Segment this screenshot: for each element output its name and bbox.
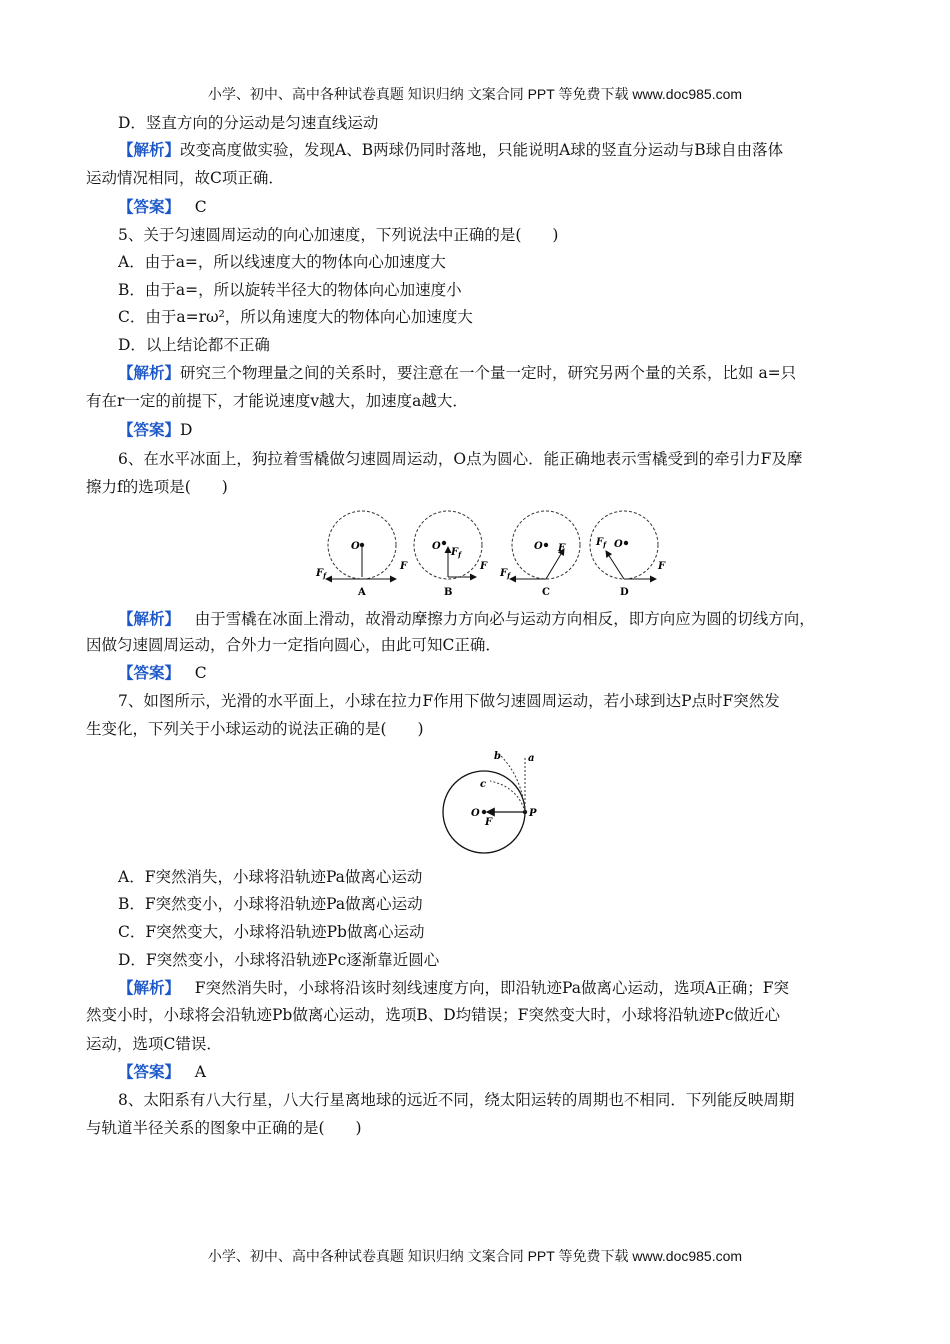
page-header: 小学、初中、高中各种试卷真题 知识归纳 文案合同 PPT 等免费下载 www.doc985.com [207, 86, 743, 102]
q6-stem-2: 擦力f的选项是( ) [86, 478, 228, 496]
svg-text:O: O [534, 541, 543, 552]
analysis-label: 【解析】 [118, 363, 181, 382]
answer-label: 【答案】 [118, 663, 181, 682]
svg-text:O: O [471, 808, 480, 819]
svg-text:O: O [614, 539, 623, 550]
q7-stem-1: 7、如图所示，光滑的水平面上，小球在拉力F作用下做匀速圆周运动，若小球到达P点时F突然发 [118, 692, 780, 710]
svg-text:F: F [485, 817, 493, 828]
q7-option-b: B．F突然变小，小球将沿轨迹Pa做离心运动 [118, 895, 423, 913]
svg-text:F: F [658, 561, 666, 572]
q5-option-c: C．由于a=rω²，所以角速度大的物体向心加速度大 [118, 308, 473, 326]
option-a-diagram [315, 511, 408, 580]
q6-figure [310, 505, 670, 601]
q4-analysis-row1 [118, 139, 783, 161]
answer-label: 【答案】 [118, 197, 181, 216]
svg-text:c: c [480, 779, 487, 790]
analysis-label: 【解析】 [118, 609, 181, 628]
q7-figure [440, 745, 550, 857]
q7-analysis-text3: 运动，选项C错误． [86, 1035, 222, 1053]
answer-label: 【答案】 [118, 1062, 181, 1081]
q7-option-d: D．F突然变小，小球将沿轨迹Pc逐渐靠近圆心 [118, 951, 440, 969]
q8-stem-1: 8、太阳系有八大行星，八大行星离地球的远近不同，绕太阳运转的周期也不相同．下列能反映周期 [118, 1091, 795, 1109]
q4-answer: C [194, 198, 207, 216]
q5-option-d: D．以上结论都不正确 [118, 336, 270, 354]
svg-text:F: F [480, 561, 488, 572]
q6-stem-1: 6、在水平冰面上，狗拉着雪橇做匀速圆周运动，O点为圆心．能正确地表示雪橇受到的牵引力F及摩 [118, 450, 803, 468]
q5-answer-row [118, 419, 192, 441]
svg-text:O: O [351, 541, 360, 552]
analysis-label: 【解析】 [118, 140, 181, 159]
q7-answer: A [194, 1063, 206, 1081]
q7-analysis-row1 [118, 977, 789, 999]
svg-text:Ff: $F_f$ [500, 568, 511, 580]
q6-analysis-text1: 由于雪橇在冰面上滑动，故滑动摩擦力方向必与运动方向相反，即方向应为圆的切线方向， [194, 610, 815, 628]
q6-answer-row [118, 662, 207, 684]
q8-stem-2: 与轨道半径关系的图象中正确的是( ) [86, 1119, 362, 1137]
q5-analysis-text1: 研究三个物理量之间的关系时，要注意在一个量一定时，研究另两个量的关系，比如 a=只 [180, 364, 797, 382]
analysis-label: 【解析】 [118, 978, 181, 997]
svg-text:Ff: $F_f$ [451, 547, 462, 559]
q6-analysis-text2: 因做匀速圆周运动，合外力一定指向圆心，由此可知C正确． [86, 636, 501, 654]
q6-fig-letter-c: C [542, 587, 550, 598]
svg-text:F: F [400, 561, 408, 572]
option-c-diagram [499, 511, 580, 580]
q7-answer-row [118, 1061, 206, 1083]
q7-analysis-text2: 然变小时，小球将会沿轨迹Pb做离心运动，选项B、D均错误；F突然变大时，小球将沿轨迹Pc做近心 [86, 1006, 781, 1024]
option-b-diagram [414, 511, 488, 579]
q5-analysis-text2: 有在r一定的前提下，才能说速度v越大，加速度a越大． [86, 392, 468, 410]
q5-answer: D [180, 421, 193, 439]
svg-text:Ff: $F_f$ [316, 568, 327, 580]
q6-fig-letter-b: B [444, 587, 453, 598]
q6-answer: C [194, 664, 207, 682]
svg-text:O: O [432, 541, 441, 552]
q5-option-b: B．由于a=，所以旋转半径大的物体向心加速度小 [118, 281, 462, 299]
q7-stem-2: 生变化，下列关于小球运动的说法正确的是( ) [86, 720, 424, 738]
q4-analysis-text2: 运动情况相同，故C项正确． [86, 169, 284, 187]
q4-analysis-text1: 改变高度做实验，发现A、B两球仍同时落地，只能说明A球的竖直分运动与B球自由落体 [180, 141, 784, 159]
svg-text:Ff: $F_f$ [596, 537, 607, 549]
svg-text:P: P [529, 808, 537, 819]
page-footer: 小学、初中、高中各种试卷真题 知识归纳 文案合同 PPT 等免费下载 www.doc985.com [207, 1248, 743, 1264]
svg-text:a: a [528, 753, 535, 764]
q4-option-d: D．竖直方向的分运动是匀速直线运动 [118, 114, 379, 132]
option-d-diagram [590, 511, 666, 579]
q5-analysis-row1 [118, 362, 796, 384]
answer-label: 【答案】 [118, 420, 181, 439]
svg-text:b: b [494, 751, 501, 762]
svg-text:F: F [558, 543, 566, 554]
q6-fig-letter-a: A [358, 587, 366, 598]
q7-option-c: C．F突然变大，小球将沿轨迹Pb做离心运动 [118, 923, 425, 941]
q7-analysis-text1: F突然消失时，小球将沿该时刻线速度方向，即沿轨迹Pa做离心运动，选项A正确；F突 [194, 979, 789, 997]
q6-fig-letter-d: D [620, 587, 629, 598]
q5-option-a: A．由于a=，所以线速度大的物体向心加速度大 [118, 253, 446, 271]
q6-analysis-row1 [118, 608, 815, 630]
q7-option-a: A．F突然消失，小球将沿轨迹Pa做离心运动 [118, 868, 423, 886]
q4-answer-row [118, 196, 207, 218]
q5-stem: 5、关于匀速圆周运动的向心加速度，下列说法中正确的是( ) [118, 226, 559, 244]
